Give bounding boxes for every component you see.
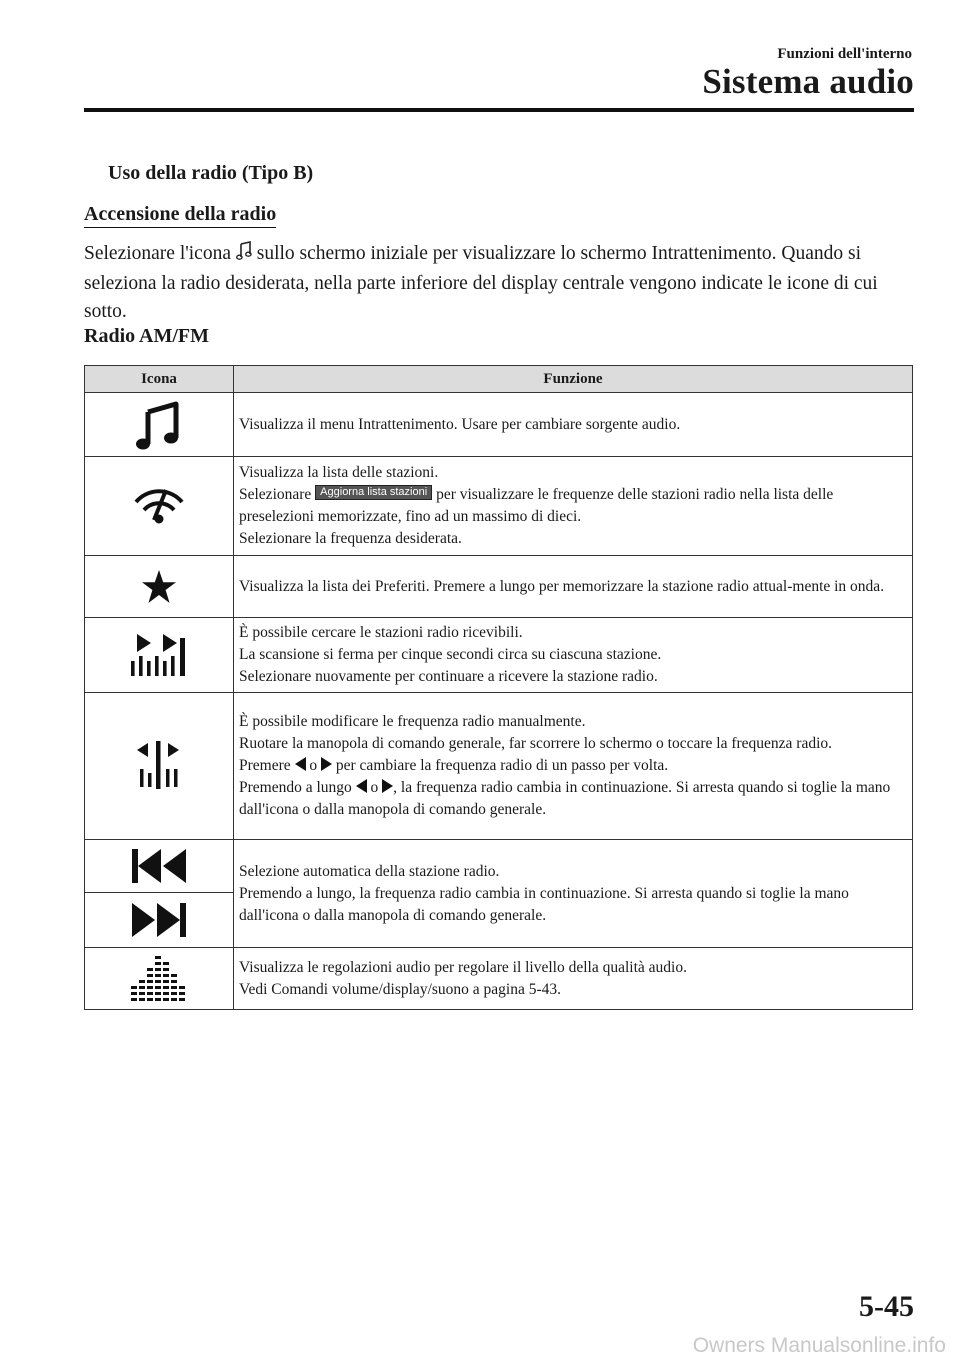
table-row xyxy=(85,618,913,693)
equalizer-icon xyxy=(85,956,233,1002)
function-text: Visualizza la lista delle stazioni. xyxy=(239,464,439,481)
icon-cell xyxy=(85,840,234,893)
function-text: Selezione automatica della stazione radio. xyxy=(239,862,500,880)
function-cell xyxy=(234,618,913,693)
seek-back-icon xyxy=(85,847,233,885)
star-icon xyxy=(85,569,233,605)
function-cell xyxy=(234,457,913,556)
function-text: Visualizza le regolazioni audio per regolare il livello della qualità audio. xyxy=(239,958,687,976)
section-title: Uso della radio (Tipo B) xyxy=(108,162,314,184)
icon-cell xyxy=(85,556,234,618)
chapter-label: Funzioni dell'interno xyxy=(777,46,912,62)
page-number: 5-45 xyxy=(859,1290,914,1323)
table-row xyxy=(85,556,913,618)
text-fragment: , la frequenza radio cambia in continuazione. Si arresta quando si toglie la mano dall'icona o dalla manopola di comando generale. xyxy=(239,779,891,818)
function-text xyxy=(239,484,908,528)
text-fragment: per cambiare la frequenza radio di un passo per volta. xyxy=(335,757,669,774)
icon-cell xyxy=(85,693,234,840)
intro-paragraph xyxy=(84,240,914,326)
function-text: Selezionare la frequenza desiderata. xyxy=(239,530,462,547)
radio-heading: Radio AM/FM xyxy=(84,325,209,347)
music-note-icon xyxy=(85,400,233,450)
function-text xyxy=(239,755,908,777)
tune-up-icon xyxy=(382,779,393,793)
icon-cell xyxy=(85,457,234,556)
function-text: Premendo a lungo, la frequenza radio cambia in continuazione. Si arresta quando si toglie la mano dall'icona o dalla manopola di comando generale. xyxy=(239,884,849,924)
function-text: La scansione si ferma per cinque secondi circa su ciascuna stazione. xyxy=(239,646,662,663)
icon-cell xyxy=(85,393,234,457)
table-row xyxy=(85,840,913,893)
function-cell xyxy=(234,948,913,1010)
icon-cell xyxy=(85,893,234,948)
update-station-list-button: Aggiorna lista stazioni xyxy=(315,485,432,500)
tune-up-icon xyxy=(321,757,332,771)
table-row xyxy=(85,457,913,556)
watermark-url: Owners Manualsonline.info xyxy=(692,1334,946,1357)
function-cell xyxy=(234,556,913,618)
function-text: Ruotare la manopola di comando generale, far scorrere lo schermo o toccare la frequenza radio. xyxy=(239,735,833,752)
manual-tune-icon xyxy=(85,741,233,791)
function-text: Vedi Comandi volume/display/suono a pagina 5-43. xyxy=(239,980,562,998)
music-note-icon xyxy=(236,241,252,270)
station-list-icon xyxy=(85,486,233,526)
table-header-row xyxy=(85,366,913,393)
col-header-function: Funzione xyxy=(234,366,913,393)
icon-cell xyxy=(85,948,234,1010)
function-cell xyxy=(234,840,913,948)
tune-down-icon xyxy=(295,757,306,771)
function-text: È possibile modificare le frequenza radio manualmente. xyxy=(239,713,586,730)
intro-text-1: Selezionare l'icona xyxy=(84,243,231,264)
function-text: È possibile cercare le stazioni radio ricevibili. xyxy=(239,624,523,641)
table-row xyxy=(85,693,913,840)
scan-icon xyxy=(85,632,233,678)
text-fragment: o xyxy=(370,779,379,796)
col-header-icon: Icona xyxy=(85,366,234,393)
function-text: Selezionare nuovamente per continuare a ricevere la stazione radio. xyxy=(239,668,658,685)
tune-down-icon xyxy=(356,779,367,793)
function-cell xyxy=(234,393,913,457)
subsection-heading: Accensione della radio xyxy=(84,203,276,228)
equalizer-glyph xyxy=(130,956,188,1002)
text-fragment: o xyxy=(309,757,318,774)
page-title: Sistema audio xyxy=(702,62,914,101)
text-fragment: Premendo a lungo xyxy=(239,779,352,796)
intro-text-2: sullo schermo iniziale per visualizzare lo schermo Intrattenimento. Quando si seleziona la radio desiderata, nella parte inferiore del display centrale vengono indicate le icone di cui sotto. xyxy=(84,243,878,322)
icon-function-table xyxy=(84,365,913,1010)
seek-forward-icon xyxy=(85,901,233,939)
function-cell xyxy=(234,693,913,840)
function-text: Visualizza il menu Intrattenimento. Usare per cambiare sorgente audio. xyxy=(239,415,681,433)
table-row xyxy=(85,948,913,1010)
function-text xyxy=(239,777,908,821)
text-fragment: Selezionare xyxy=(239,486,312,503)
text-fragment: Premere xyxy=(239,757,291,774)
text-fragment: per visualizzare le frequenze delle stazioni radio nella lista delle preselezioni memorizzate, fino ad un massimo di dieci. xyxy=(239,486,834,525)
function-text: Visualizza la lista dei Preferiti. Premere a lungo per memorizzare la stazione radio attual-mente in onda. xyxy=(239,577,885,595)
table-row xyxy=(85,393,913,457)
icon-cell xyxy=(85,618,234,693)
header-divider xyxy=(84,108,914,112)
